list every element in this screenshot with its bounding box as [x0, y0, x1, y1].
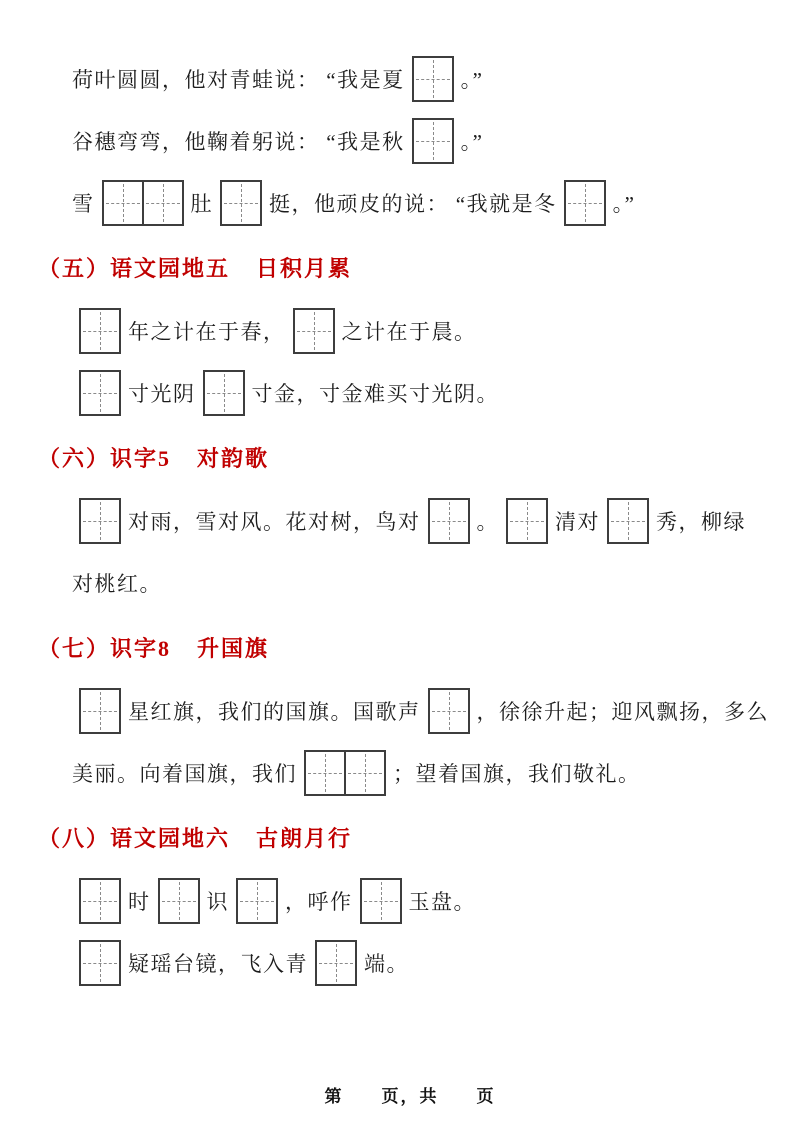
writing-box-cell [607, 498, 649, 544]
text-segment: 雪 [72, 192, 95, 216]
section [0, 424, 793, 614]
writing-box [428, 688, 470, 734]
writing-box-cell [315, 940, 357, 986]
section-heading-sub: 升国旗 [197, 635, 270, 661]
text-segment: 清对 [555, 510, 600, 534]
writing-box-cell [220, 180, 262, 226]
section-heading-sub: 对韵歌 [197, 445, 270, 471]
writing-box [220, 180, 262, 226]
section-heading-main: （六）识字5 [38, 445, 172, 471]
writing-box-cell [564, 180, 606, 226]
writing-box-cell [79, 498, 121, 544]
text-segment: 年之计在于春， [128, 320, 286, 344]
writing-box-cell [506, 498, 548, 544]
text-line [0, 48, 793, 110]
writing-box [203, 370, 245, 416]
text-line [0, 552, 793, 614]
text-segment: 。” [460, 130, 484, 154]
text-segment: 之计在于晨。 [341, 320, 477, 344]
text-line [0, 300, 793, 362]
text-line [0, 110, 793, 172]
text-segment: 端。 [364, 952, 409, 976]
text-line [0, 362, 793, 424]
writing-box [315, 940, 357, 986]
text-segment: 谷穗弯弯，他鞠着躬说： “我是秋 [72, 130, 405, 154]
text-segment: 美丽。向着国旗，我们 [72, 762, 297, 786]
text-line [0, 870, 793, 932]
text-segment: ，呼作 [285, 890, 353, 914]
writing-box [79, 878, 121, 924]
writing-box [79, 688, 121, 734]
writing-box-cell [304, 750, 346, 796]
writing-box-cell [142, 180, 184, 226]
writing-box [360, 878, 402, 924]
writing-box-cell [79, 940, 121, 986]
text-line [0, 742, 793, 804]
writing-box-cell [412, 56, 454, 102]
text-segment: 肚 [190, 192, 213, 216]
section-heading-main: （七）识字8 [38, 635, 172, 661]
text-line [0, 490, 793, 552]
text-segment: 时 [128, 890, 151, 914]
writing-box [607, 498, 649, 544]
section-heading [0, 804, 793, 870]
section [0, 48, 793, 234]
writing-box [158, 878, 200, 924]
writing-box [428, 498, 470, 544]
writing-box [79, 370, 121, 416]
writing-box-cell [360, 878, 402, 924]
writing-box-cell [293, 308, 335, 354]
text-segment: 星红旗，我们的国旗。国歌声 [128, 700, 421, 724]
writing-box-cell [344, 750, 386, 796]
section-heading-main: （八）语文园地六 [38, 825, 231, 851]
writing-box [564, 180, 606, 226]
section-heading-sub: 日积月累 [256, 255, 353, 281]
writing-box-cell [158, 878, 200, 924]
writing-box-cell [79, 878, 121, 924]
writing-box-cell [203, 370, 245, 416]
writing-box-cell [79, 370, 121, 416]
writing-box [412, 118, 454, 164]
text-segment: 对桃红。 [72, 572, 162, 596]
text-segment: 寸金，寸金难买寸光阴。 [251, 382, 499, 406]
text-segment: 对雨，雪对风。花对树，鸟对 [128, 510, 421, 534]
writing-box-cell [412, 118, 454, 164]
section [0, 614, 793, 804]
section-heading [0, 424, 793, 490]
page-footer [0, 1062, 793, 1127]
text-segment: 玉盘。 [408, 890, 476, 914]
text-line [0, 932, 793, 994]
writing-box-cell [236, 878, 278, 924]
text-line [0, 680, 793, 742]
text-segment: 秀，柳绿 [656, 510, 746, 534]
writing-box-cell [102, 180, 144, 226]
writing-box-cell [428, 688, 470, 734]
writing-box [236, 878, 278, 924]
text-segment: 。” [460, 68, 484, 92]
text-segment: 荷叶圆圆，他对青蛙说： “我是夏 [72, 68, 405, 92]
footer-label: 第 页，共 页 [324, 1087, 496, 1106]
writing-box-double [304, 750, 386, 796]
writing-box [293, 308, 335, 354]
section-heading-sub: 古朗月行 [256, 825, 353, 851]
writing-box [79, 940, 121, 986]
writing-box-double [102, 180, 184, 226]
text-line [0, 172, 793, 234]
text-segment: 识 [206, 890, 229, 914]
writing-box [412, 56, 454, 102]
writing-box [79, 498, 121, 544]
writing-box-cell [79, 688, 121, 734]
text-segment: ，徐徐升起；迎风飘扬，多么 [476, 700, 769, 724]
section-heading-main: （五）语文园地五 [38, 255, 231, 281]
text-segment: 挺，他顽皮的说： “我就是冬 [269, 192, 557, 216]
section-heading [0, 614, 793, 680]
writing-box-cell [428, 498, 470, 544]
writing-box [506, 498, 548, 544]
section-heading [0, 234, 793, 300]
section [0, 804, 793, 994]
text-segment: ；望着国旗，我们敬礼。 [393, 762, 641, 786]
writing-box [79, 308, 121, 354]
section [0, 234, 793, 424]
text-segment: 疑瑶台镜，飞入青 [128, 952, 308, 976]
writing-box-cell [79, 308, 121, 354]
text-segment: 寸光阴 [128, 382, 196, 406]
text-segment: 。” [612, 192, 636, 216]
text-segment: 。 [476, 510, 499, 534]
